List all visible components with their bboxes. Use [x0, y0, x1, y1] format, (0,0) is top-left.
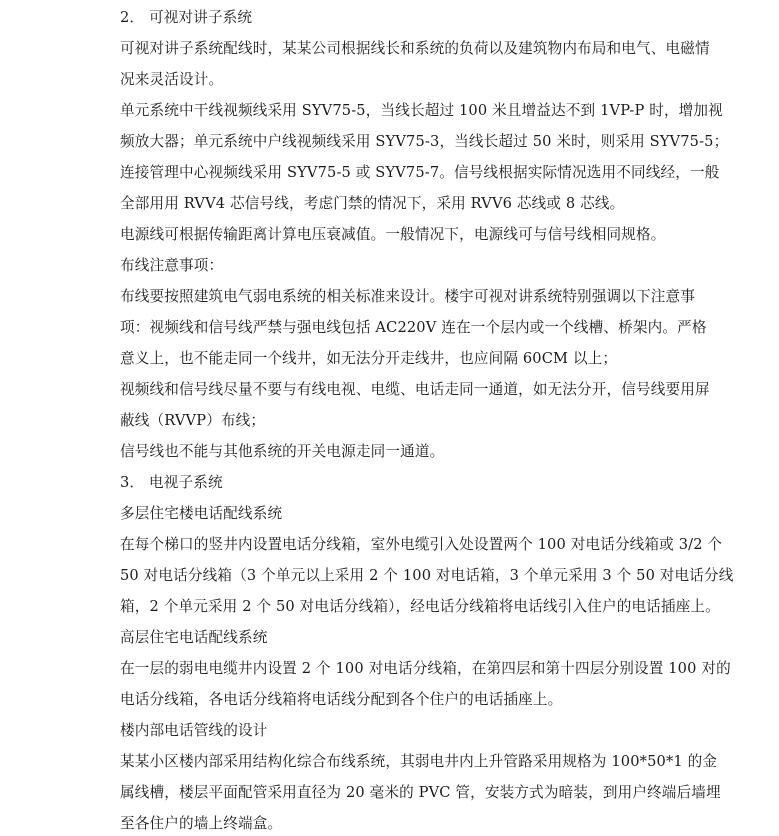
- paragraph-line: 布线要按照建筑电气弱电系统的相关标准来设计。楼宇可视对讲系统特别强调以下注意事: [120, 288, 696, 305]
- paragraph-line: 属线槽，楼层平面配管采用直径为 20 毫米的 PVC 管，安装方式为暗装，到用户终端后墙埋: [120, 784, 721, 801]
- section-heading-tv: 3． 电视子系统: [120, 474, 223, 491]
- subheading-multistory-phone: 多层住宅楼电话配线系统: [120, 505, 283, 522]
- paragraph-line: 蔽线（RVVP）布线；: [120, 412, 266, 429]
- paragraph-line: 意义上，也不能走同一个线井，如无法分开走线井，也应间隔 60CM 以上；: [120, 350, 618, 367]
- paragraph-line: 信号线也不能与其他系统的开关电源走同一通道。: [120, 443, 445, 460]
- paragraph-line: 频放大器；单元系统中户线视频线采用 SYV75-3，当线长超过 50 米时，则采用 SYV75-5；: [120, 133, 729, 150]
- paragraph-line: 箱，2 个单元采用 2 个 50 对电话分线箱），经电话分线箱将电话线引入住户的电话插座上。: [120, 598, 720, 615]
- paragraph-line: 某某小区楼内部采用结构化综合布线系统，其弱电井内上升管路采用规格为 100*50*1 的金: [120, 753, 718, 770]
- paragraph-line: 在一层的弱电电缆井内设置 2 个 100 对电话分线箱，在第四层和第十四层分别设置 100 对的: [120, 660, 731, 677]
- paragraph-line: 全部用用 RVV4 芯信号线，考虑门禁的情况下，采用 RVV6 芯线或 8 芯线。: [120, 195, 625, 212]
- subheading-indoor-conduit: 楼内部电话管线的设计: [120, 722, 268, 739]
- paragraph-line: 50 对电话分线箱（3 个单元以上采用 2 个 100 对电话箱，3 个单元采用 3 个 50 对电话分线: [120, 567, 734, 584]
- section-heading-intercom: 2． 可视对讲子系统: [120, 9, 253, 26]
- paragraph-line: 在每个梯口的竖井内设置电话分线箱，室外电缆引入处设置两个 100 对电话分线箱或 3/2 个: [120, 536, 723, 553]
- paragraph-line: 视频线和信号线尽量不要与有线电视、电缆、电话走同一通道，如无法分开，信号线要用屏: [120, 381, 710, 398]
- paragraph-line: 电源线可根据传输距离计算电压衰减值。一般情况下，电源线可与信号线相同规格。: [120, 226, 666, 243]
- paragraph-line: 电话分线箱，各电话分线箱将电话线分配到各个住户的电话插座上。: [120, 691, 563, 708]
- paragraph-line: 单元系统中干线视频线采用 SYV75-5，当线长超过 100 米且增益达不到 1VP-P 时，增加视: [120, 102, 723, 119]
- paragraph-line: 项：视频线和信号线严禁与强电线包括 AC220V 连在一个层内或一个线槽、桥架内。严格: [120, 319, 707, 336]
- paragraph-line: 至各住户的墙上终端盒。: [120, 815, 283, 832]
- paragraph-line: 连接管理中心视频线采用 SYV75-5 或 SYV75-7。信号线根据实际情况选用不同线经，一般: [120, 164, 720, 181]
- subheading-wiring-notes: 布线注意事项：: [120, 257, 224, 274]
- paragraph-line: 况来灵活设计。: [120, 71, 224, 88]
- paragraph-line: 可视对讲子系统配线时，某某公司根据线长和系统的负荷以及建筑物内布局和电气、电磁情: [120, 40, 710, 57]
- subheading-highrise-phone: 高层住宅电话配线系统: [120, 629, 268, 646]
